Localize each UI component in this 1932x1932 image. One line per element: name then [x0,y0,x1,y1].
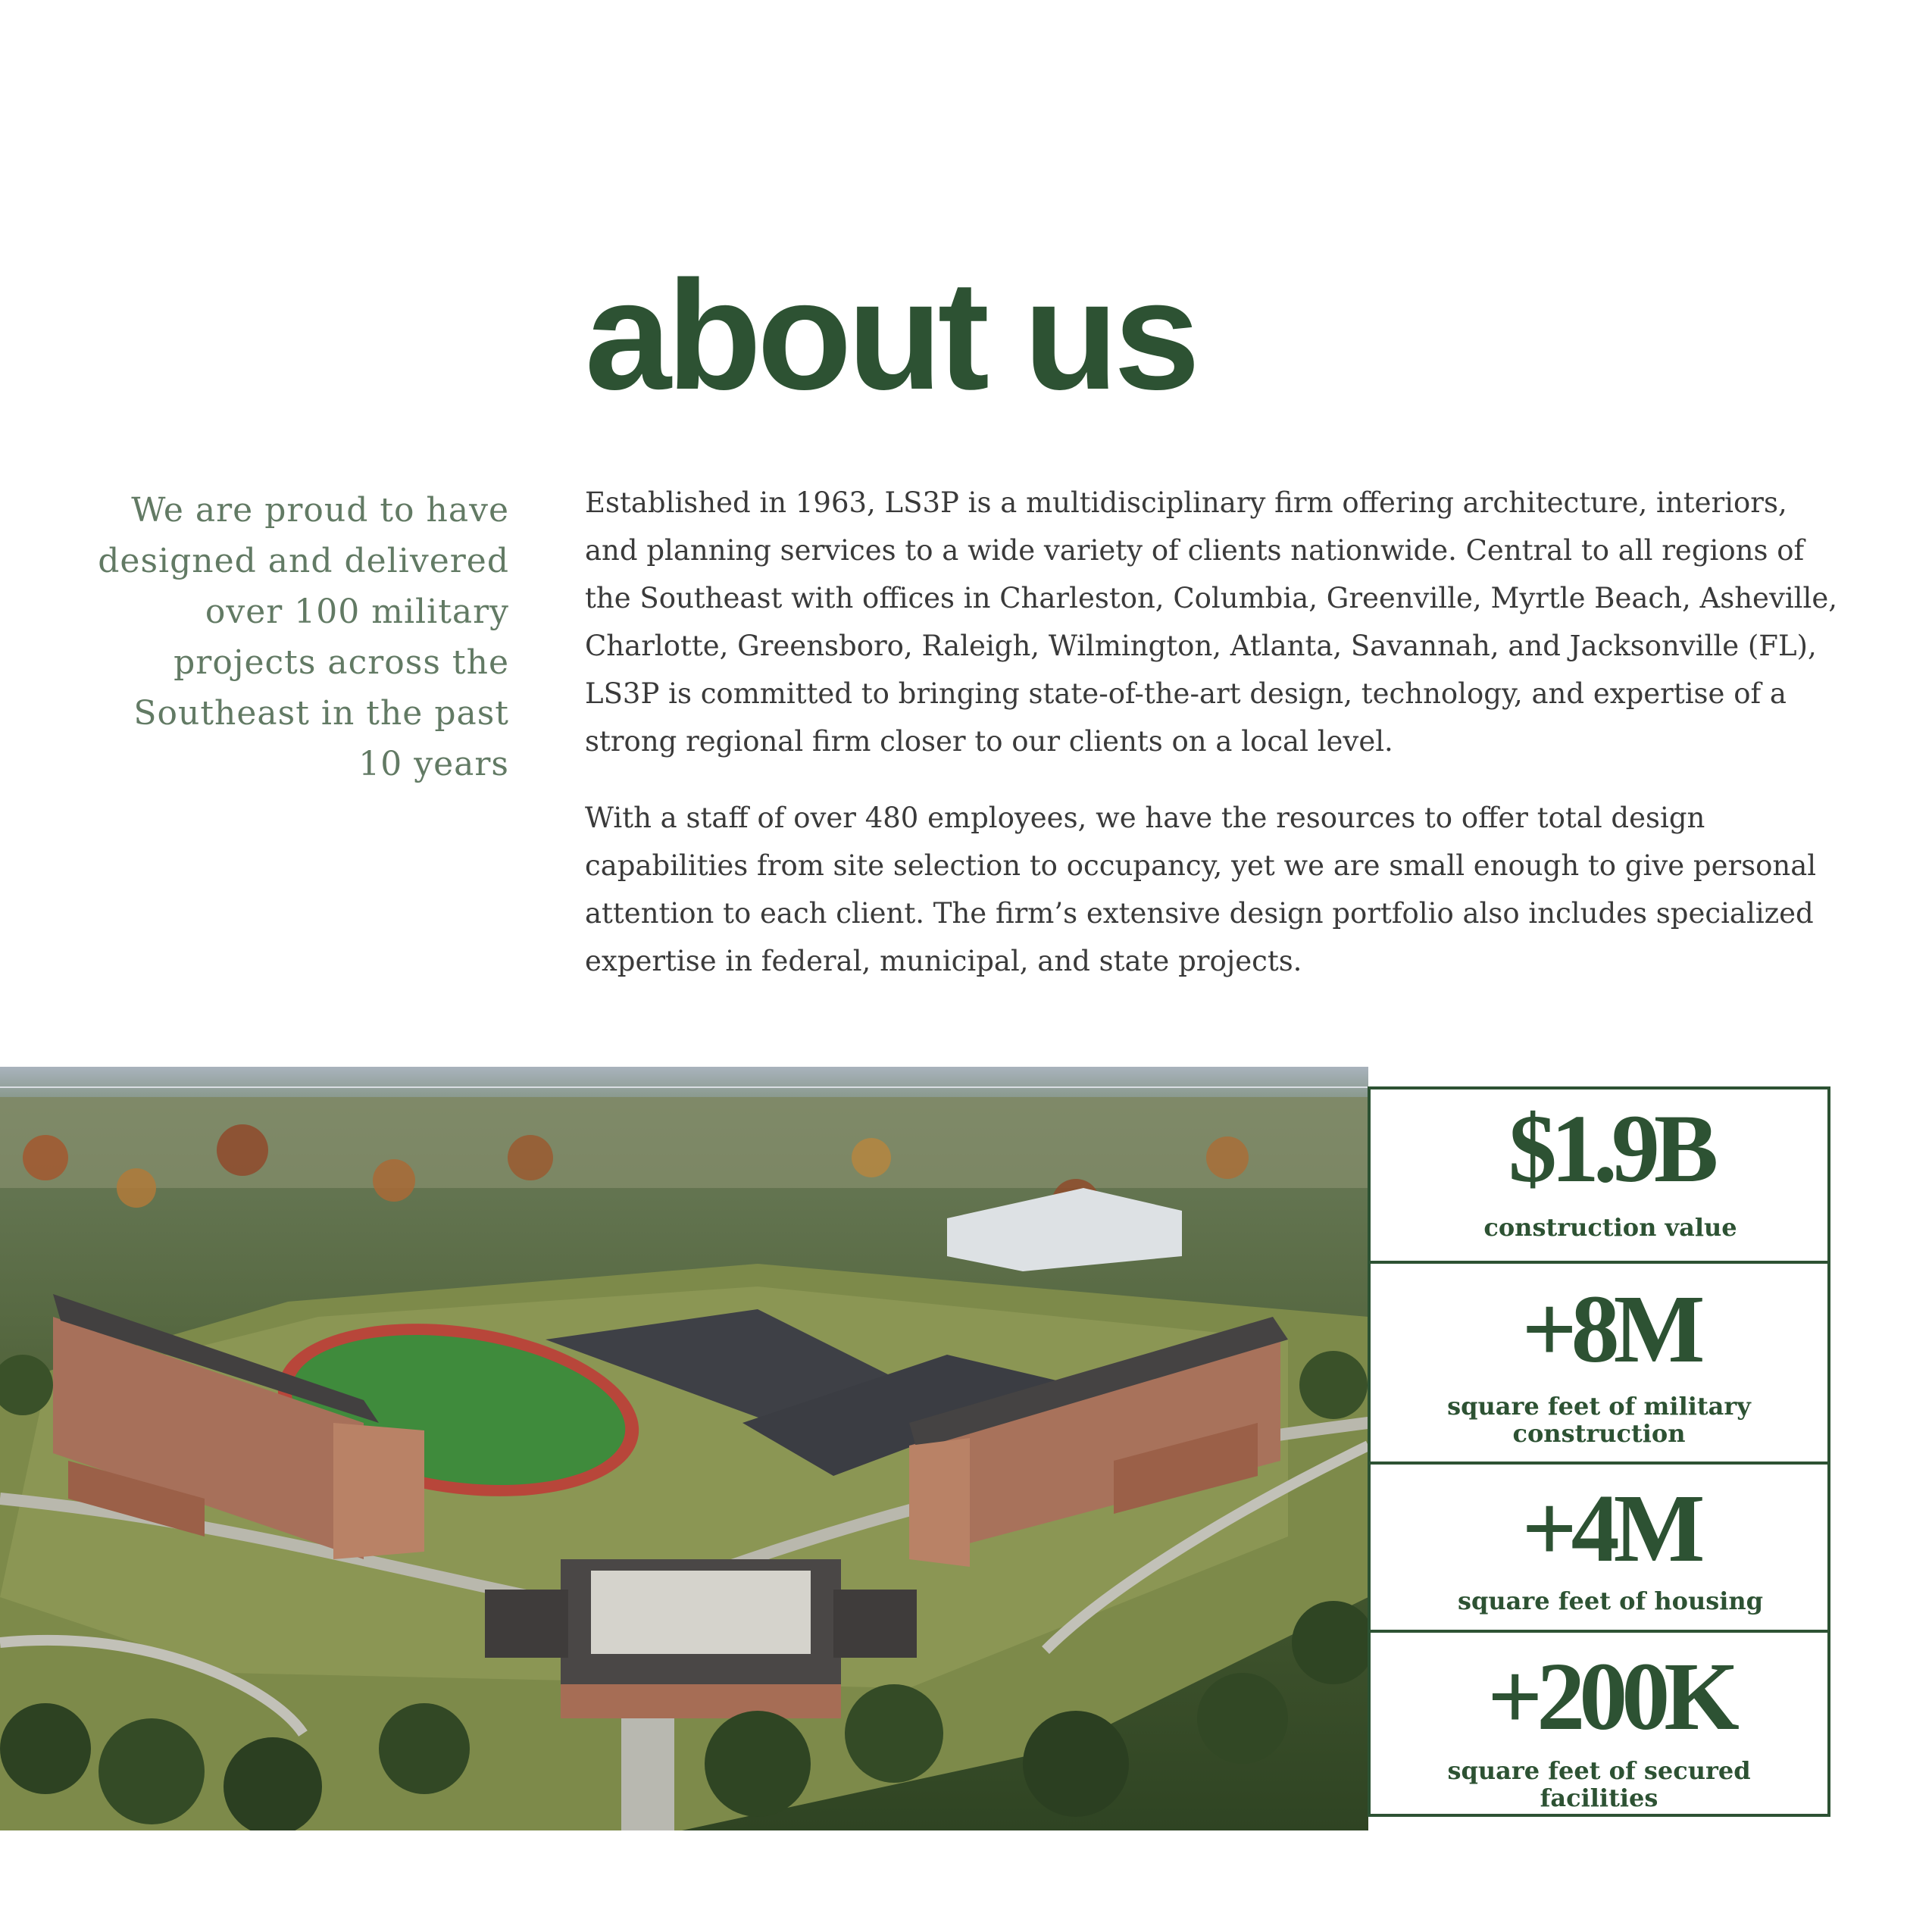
stat-secured-facilities [1371,1630,1827,1817]
body-text [585,479,1843,1014]
stat-military-construction [1371,1261,1827,1462]
stats-panel [1368,1086,1830,1817]
stat-housing [1371,1462,1827,1630]
stat-label: square feet of military construction [1447,1392,1751,1448]
pull-quote: We are proud to have designed and delivered over 100 military projects across the Southeast in the past 10 years [98,491,509,783]
body-paragraph-1: Established in 1963, LS3P is a multidisciplinary firm offering architecture, interiors, and planning services to a wide variety of clients nationwide. Central to all regions of the Southeast with offices in Charleston, Columbia, Greenville, Myrtle Beach, Asheville, Charlotte, Greensboro, Raleigh, Wilmington, Atlanta, Savannah, and Jacksonville (FL), LS3P is committed to bringing state-of-the-art design, technology, and expertise of a strong regional firm closer to our clients on a local level. [585,486,1838,758]
aerial-campus-photo [0,1067,1368,1830]
stat-value: +4M [1521,1474,1699,1582]
stat-label: square feet of housing [1457,1587,1764,1615]
page-title: about us [585,249,1196,422]
body-paragraph-2: With a staff of over 480 employees, we have the resources to offer total design capabilities from site selection to occupancy, yet we are small enough to give personal attention to each client. The firm’s extensive design portfolio also includes specialized expertise in federal, municipal, and state projects. [585,802,1817,977]
stat-construction-value [1371,1089,1827,1261]
stat-label: construction value [1483,1213,1737,1242]
stat-value: $1.9B [1508,1095,1713,1202]
stat-value: +8M [1521,1275,1699,1383]
stat-value: +200K [1487,1643,1733,1750]
stat-label: square feet of secured facilities [1447,1756,1751,1812]
